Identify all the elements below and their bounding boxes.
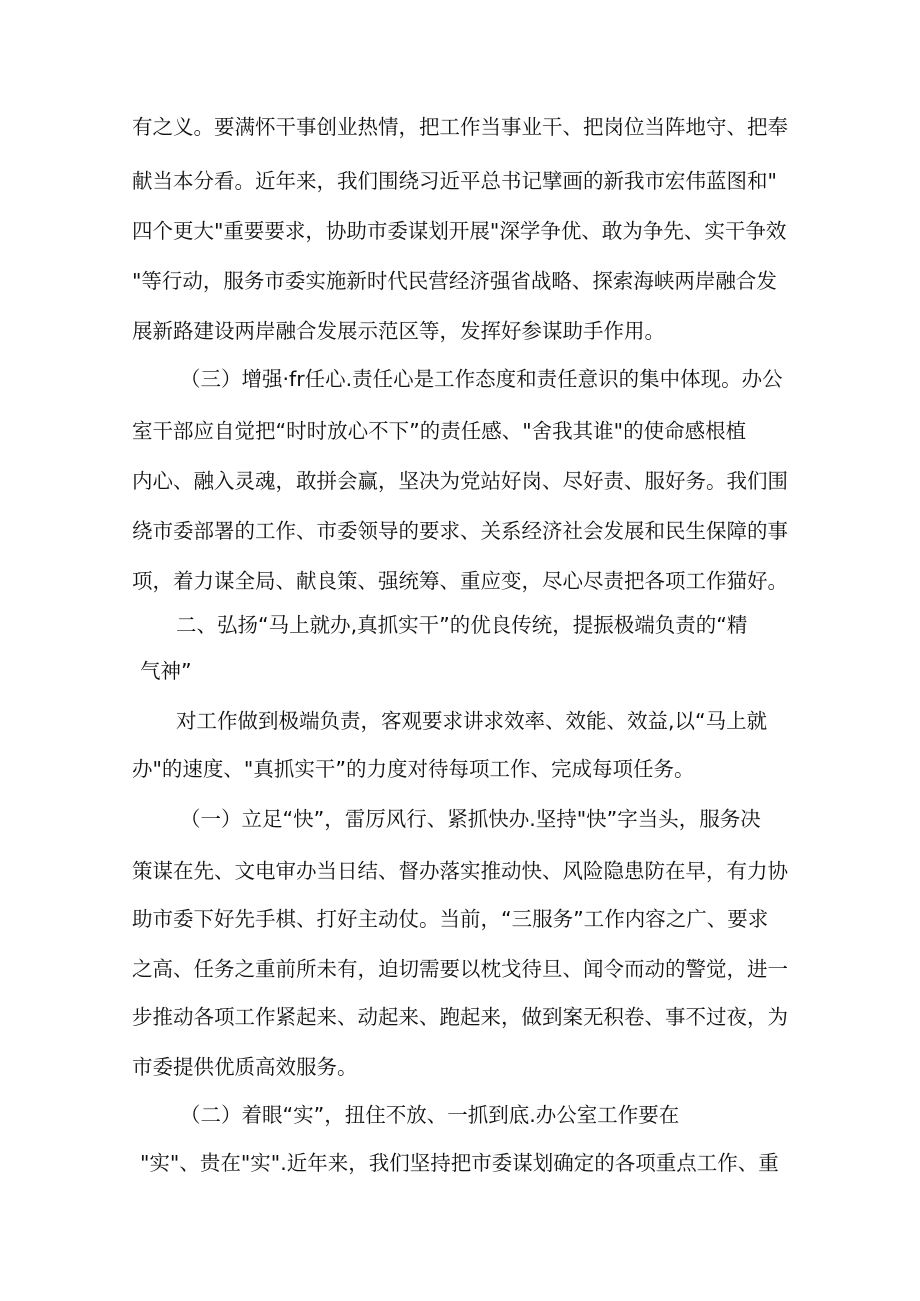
text-line: 市委提供优质高效服务。: [132, 1055, 358, 1079]
text-line: （二）着眼“实”，扭住不放、一抓到底.办公室工作要在: [180, 1103, 680, 1127]
text-line: 策谋在先、文电审办当日结、督办落实推动快、风险隐患防在早，有力协: [132, 859, 788, 883]
text-line: 步推动各项工作紧起来、动起来、跑起来，做到案无积卷、事不过夜，为: [132, 1005, 788, 1029]
text-line: 绕市委部署的工作、市委领导的要求、关系经济社会发展和民生保障的事: [132, 519, 788, 543]
text-line: 有之义。要满怀干事创业热情，把工作当事业干、把岗位当阵地守、把奉: [132, 115, 788, 139]
text-line: "等行动，服务市委实施新时代民营经济强省战略、探索海峡两岸融合发: [132, 269, 777, 293]
text-line: 对工作做到极端负责，客观要求讲求效率、效能、效益,以“马上就: [176, 709, 768, 733]
text-line: 之高、任务之重前所未有，迫切需要以枕戈待旦、闻令而动的警觉，进一: [132, 957, 788, 981]
text-line: 办"的速度、"真抓实干”的力度对待每项工作、完成每项任务。: [132, 757, 695, 781]
section-heading: 二、弘扬“马上就办,真抓实干”的优良传统，提振极端负责的“精: [176, 613, 748, 637]
text-line: 助市委下好先手棋、打好主动仗。当前，“三服务”工作内容之广、要求: [132, 907, 769, 931]
section-heading-cont: 气神”: [140, 659, 192, 683]
text-line: 四个更大"重要要求，协助市委谋划开展"深学争优、敢为争先、实干争效: [132, 219, 787, 243]
text-line: （一）立足“快”，雷厉风行、紧抓快办.坚持"快”字当头，服务决: [180, 807, 761, 831]
text-line: 展新路建设两岸融合发展示范区等，发挥好参谋助手作用。: [132, 319, 665, 343]
text-line: （三）增强·fr任心.责任心是工作态度和责任意识的集中体现。办公: [180, 367, 783, 391]
text-line: 内心、融入灵魂，敢拼会赢，坚决为党站好岗、尽好责、服好务。我们围: [132, 469, 788, 493]
text-line: 献当本分看。近年来，我们围绕习近平总书记擘画的新我市宏伟蓝图和": [132, 169, 777, 193]
text-line: 项，着力谋全局、献良策、强统筹、重应变，尽心尽责把各项工作猫好。: [132, 569, 788, 593]
text-line: "实"、贵在"实".近年来，我们坚持把市委谋划确定的各项重点工作、重: [140, 1151, 779, 1175]
text-line: 室干部应自觉把“时时放心不下”的责任感、"舍我其谁"的使命感根植: [132, 419, 747, 443]
